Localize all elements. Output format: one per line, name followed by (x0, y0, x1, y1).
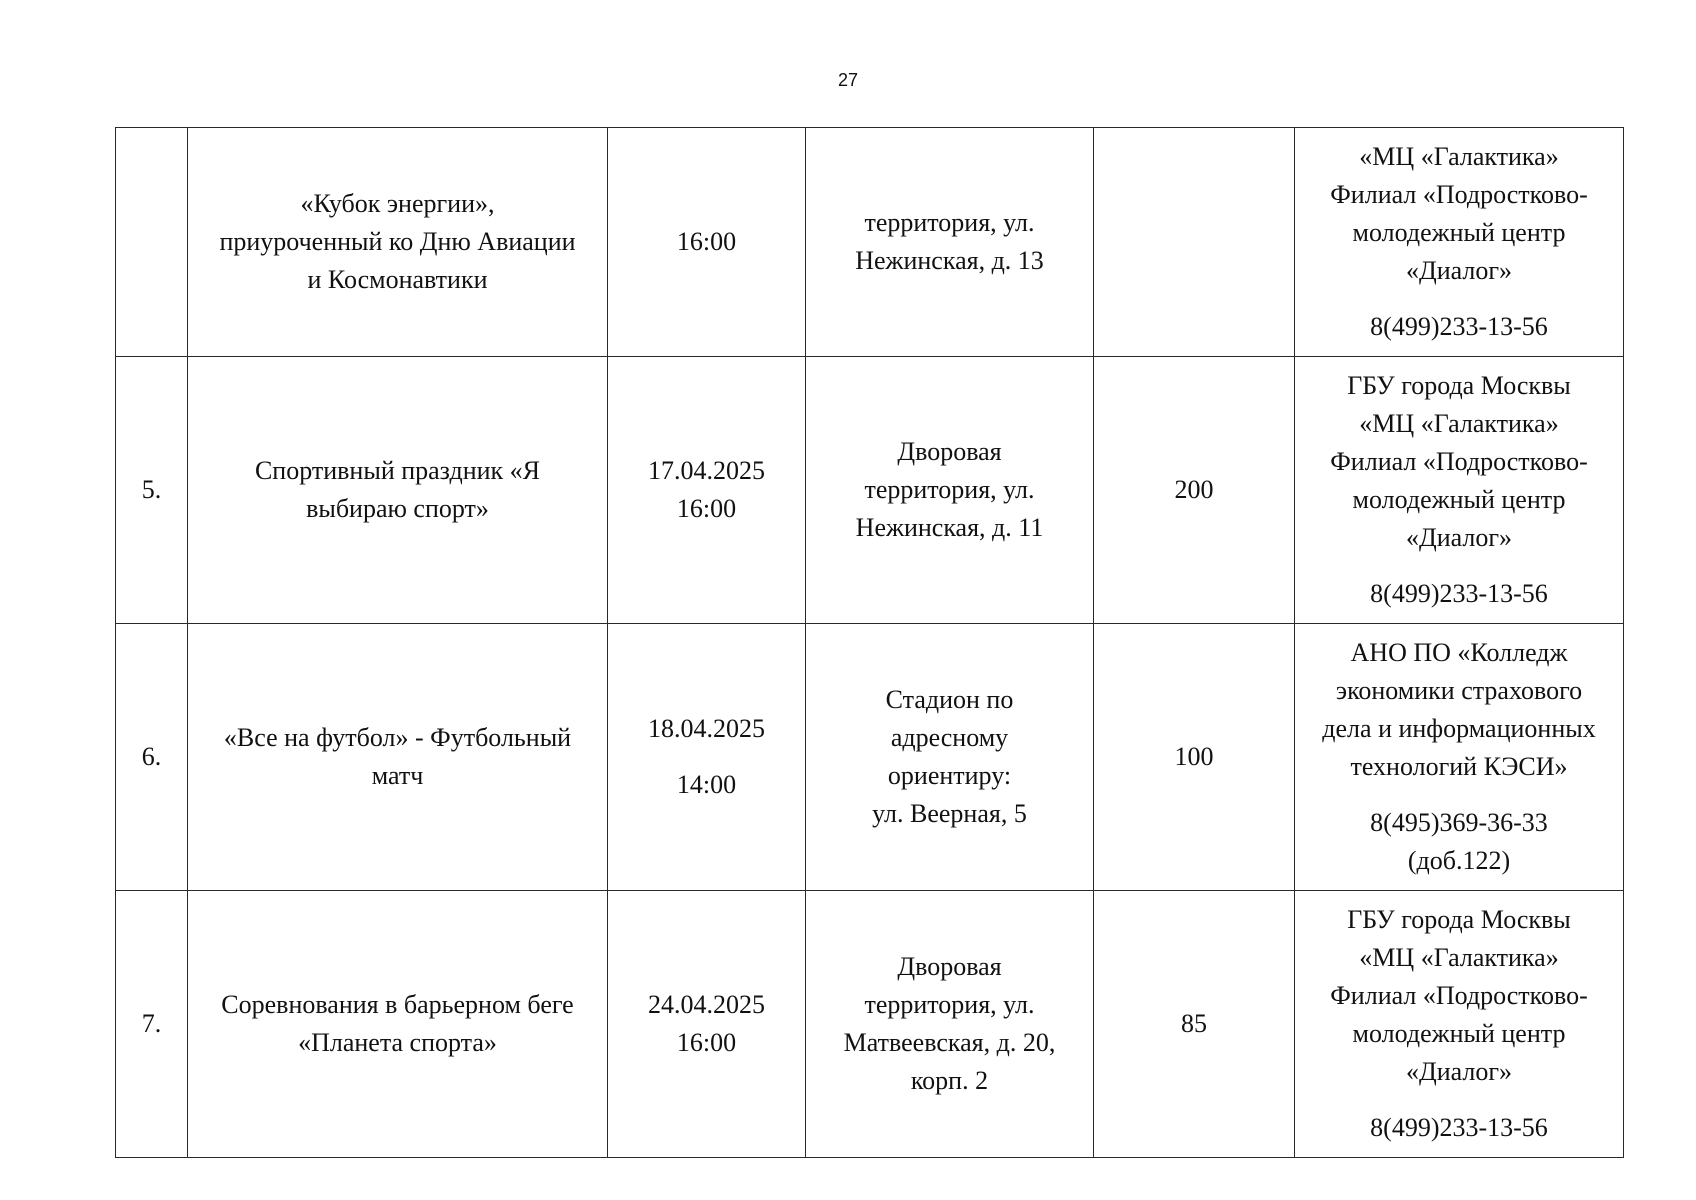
phone-text: 8(499)233-13-56 (1370, 579, 1548, 608)
event-cell (188, 624, 608, 891)
organizer-line: Филиал «Подростково- (1330, 447, 1588, 476)
place-line: Дворовая (897, 437, 1002, 466)
datetime-cell (608, 624, 806, 891)
participants-cell: 85 (1094, 891, 1295, 1158)
place-line: территория, ул. (864, 475, 1035, 504)
event-line: «Кубок энергии», (300, 189, 495, 218)
phone-extension-text: (доб.122) (1407, 846, 1511, 875)
event-line: и Космонавтики (307, 265, 488, 294)
organizer-line: технологий КЭСИ» (1350, 752, 1568, 781)
row-number-cell: 7. (116, 891, 188, 1158)
organizer-line: молодежный центр (1352, 218, 1566, 247)
place-line: адресному (890, 723, 1009, 752)
place-cell (806, 128, 1094, 357)
organizer-line: «Диалог» (1405, 1057, 1513, 1086)
place-line: Стадион по (885, 685, 1014, 714)
place-line: Нежинская, д. 13 (855, 246, 1044, 275)
datetime-cell (608, 891, 806, 1158)
place-line: Матвеевская, д. 20, (843, 1028, 1056, 1057)
events-table (115, 127, 1624, 1158)
place-line: территория, ул. (864, 208, 1035, 237)
place-line: корп. 2 (910, 1066, 989, 1095)
datetime-cell (608, 357, 806, 624)
place-line: Дворовая (897, 952, 1002, 981)
organizer-line: АНО ПО «Колледж (1350, 638, 1568, 667)
event-cell (188, 357, 608, 624)
participants-cell: 100 (1094, 624, 1295, 891)
place-line: ориентиру: (887, 761, 1012, 790)
row-number-cell: 6. (116, 624, 188, 891)
place-cell (806, 891, 1094, 1158)
organizer-line: дела и информационных (1322, 714, 1596, 743)
organizer-line: «МЦ «Галактика» (1359, 142, 1559, 171)
table-row (116, 624, 1624, 891)
time-text: 14:00 (676, 770, 737, 799)
datetime-cell (608, 128, 806, 357)
organizer-line: «МЦ «Галактика» (1359, 409, 1559, 438)
event-cell (188, 891, 608, 1158)
organizer-line: экономики страхового (1335, 676, 1583, 705)
event-line: выбираю спорт» (306, 494, 489, 523)
organizer-line: Филиал «Подростково- (1330, 180, 1588, 209)
organizer-line: ГБУ города Москвы (1347, 371, 1571, 400)
date-text: 18.04.2025 (648, 714, 765, 743)
event-line: Соревнования в барьерном беге (221, 990, 574, 1019)
table-row (116, 357, 1624, 624)
place-cell (806, 357, 1094, 624)
time-text: 16:00 (676, 494, 737, 523)
organizer-line: «МЦ «Галактика» (1359, 943, 1559, 972)
time-text: 16:00 (676, 227, 737, 256)
organizer-cell (1295, 624, 1624, 891)
event-cell (188, 128, 608, 357)
participants-cell: 200 (1094, 357, 1295, 624)
page-number: 27 (837, 70, 859, 90)
place-line: ул. Веерная, 5 (872, 799, 1027, 828)
table-row (116, 891, 1624, 1158)
organizer-line: «Диалог» (1405, 256, 1513, 285)
row-number-cell (116, 128, 188, 357)
phone-text: 8(495)369-36-33 (1370, 808, 1548, 837)
place-cell (806, 624, 1094, 891)
organizer-cell (1295, 891, 1624, 1158)
organizer-line: молодежный центр (1352, 485, 1566, 514)
table-row (116, 128, 1624, 357)
date-text: 24.04.2025 (648, 990, 765, 1019)
organizer-cell (1295, 357, 1624, 624)
event-line: «Планета спорта» (298, 1028, 497, 1057)
date-text: 17.04.2025 (648, 456, 765, 485)
organizer-line: ГБУ города Москвы (1347, 905, 1571, 934)
event-line: приуроченный ко Дню Авиации (219, 227, 576, 256)
organizer-line: «Диалог» (1405, 523, 1513, 552)
organizer-cell (1295, 128, 1624, 357)
row-number-cell: 5. (116, 357, 188, 624)
place-line: Нежинская, д. 11 (855, 513, 1044, 542)
phone-text: 8(499)233-13-56 (1370, 312, 1548, 341)
organizer-line: молодежный центр (1352, 1019, 1566, 1048)
time-text: 16:00 (676, 1028, 737, 1057)
event-line: Спортивный праздник «Я (254, 456, 541, 485)
participants-cell (1094, 128, 1295, 357)
phone-text: 8(499)233-13-56 (1370, 1113, 1548, 1142)
event-line: «Все на футбол» - Футбольный (223, 723, 572, 752)
event-line: матч (371, 761, 424, 790)
organizer-line: Филиал «Подростково- (1330, 981, 1588, 1010)
place-line: территория, ул. (864, 990, 1035, 1019)
